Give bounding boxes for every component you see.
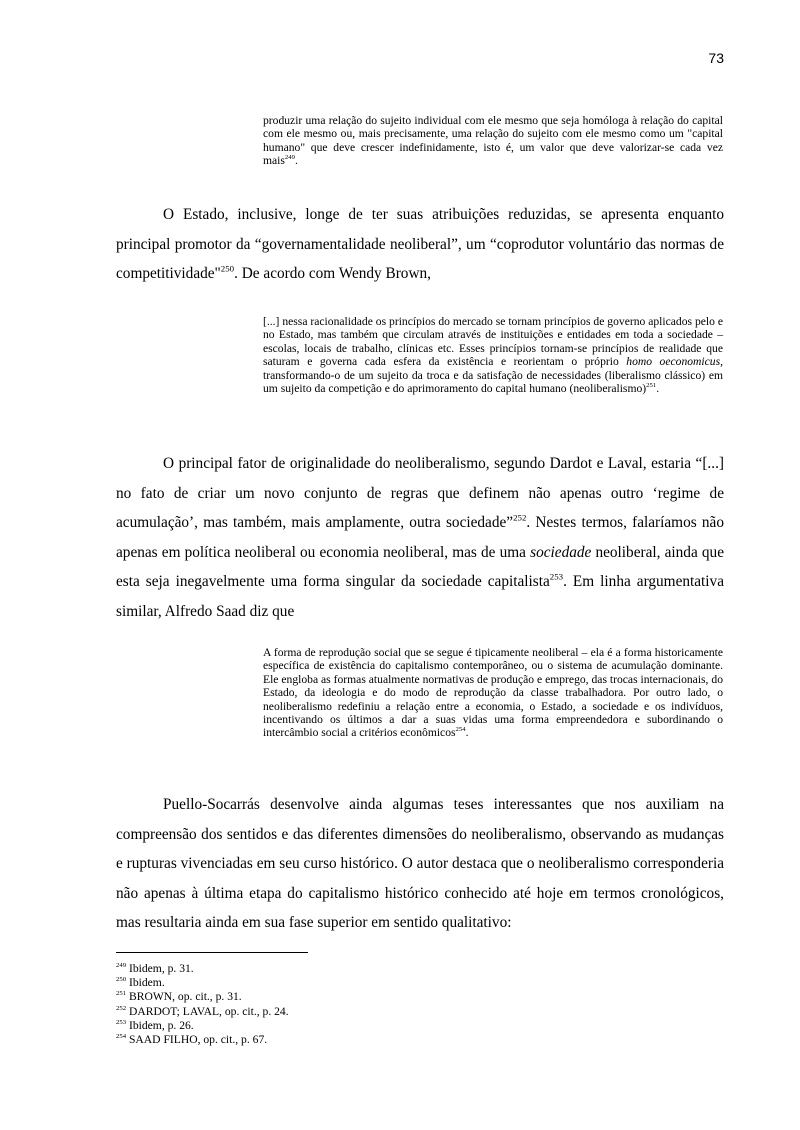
footnote-number: 253 <box>116 1018 127 1026</box>
quote-2-text-a: [...] nessa racionalidade os princípios do mercado se tornam princípios de governo aplicados pelo e no Estado, mas também que circulam através de instituições e entidades em toda a sociedade – escolas, locais de trabalho, clínicas etc. Esses princípios tornam-se princípios de realidade que saturam e governa cada esfera da existência e reorientam o próprio <box>263 315 723 369</box>
paragraph-2-text-d: . Em linha argumentativa similar, Alfredo Saad diz que <box>116 573 724 620</box>
paragraph-1 <box>116 200 724 289</box>
quote-3-text: A forma de reprodução social que se segue é tipicamente neoliberal – ela é a forma historicamente específica de existência do capitalismo contemporâneo, ou o sistema de acumulação dominante. Ele engloba as formas atualmente normativas de produção e emprego, das trocas internacionais, do Estado, da ideologia e do modo de reprodução da classe trabalhadora. Por outro lado, o neoliberalismo redefiniu a relação entre a economia, o Estado, a sociedade e os indivíduos, incentivando os últimos a dar a suas vidas uma forma empreendedora e subordinando o intercâmbio social a critérios econômicos <box>263 646 723 740</box>
footnote-ref-250: 250 <box>220 263 235 274</box>
footnote-ref-252: 252 <box>513 512 527 523</box>
block-quote-1 <box>263 114 723 168</box>
footnote-separator <box>116 952 308 953</box>
paragraph-2 <box>116 449 724 627</box>
footnote-ref-249: 249 <box>284 154 295 162</box>
quote-2-text-b: , transformando-o de um sujeito da troca e da satisfação de necessidades (liberalismo clássico) em um sujeito da competição e do aprimoramento do capital humano (neoliberalismo) <box>263 355 723 396</box>
paragraph-1-end: . De acordo com Wendy Brown, <box>234 265 431 283</box>
paragraph-2-text-a: O principal fator de originalidade do neoliberalismo, segundo Dardot e Laval, estaria “[...] no fato de criar um novo conjunto de regras que definem não apenas outro ‘regime de acumulação’, mas também, mais amplamente, outra sociedade” <box>116 455 724 532</box>
footnote <box>116 1019 516 1033</box>
footnote-number: 249 <box>116 961 127 969</box>
block-quote-2 <box>263 315 723 395</box>
paragraph-3: Puello-Socarrás desenvolve ainda algumas teses interessantes que nos auxiliam na compreensão dos sentidos e das diferentes dimensões do neoliberalismo, observando as mudanças e rupturas vivenciadas em seu curso histórico. O autor destaca que o neoliberalismo corresponderia não apenas à última etapa do capitalismo histórico conhecido até hoje em termos cronológicos, mas resultaria ainda em sua fase superior em sentido qualitativo: <box>116 796 724 932</box>
footnote-ref-253: 253 <box>549 571 564 582</box>
footnote <box>116 962 516 976</box>
footnote-number: 252 <box>116 1004 127 1012</box>
footnote-number: 250 <box>116 976 127 984</box>
paragraph-2-text-b: . Nestes termos, falaríamos não apenas em política neoliberal ou economia neoliberal, mas de uma <box>116 514 724 561</box>
footnote <box>116 990 516 1004</box>
block-quote-3 <box>263 646 723 740</box>
footnote-ref-254: 254 <box>455 726 466 734</box>
paragraph-2-text-c: neoliberal, ainda que esta seja inegavelmente uma forma singular da sociedade capitalista <box>116 543 724 591</box>
quote-1-end: . <box>294 154 298 168</box>
footnote-number: 254 <box>116 1032 127 1040</box>
quote-2-italic: homo oeconomicus <box>626 355 721 369</box>
quote-3-end: . <box>465 726 469 740</box>
footnote-ref-251: 251 <box>646 382 657 389</box>
quote-2-end: . <box>656 382 660 396</box>
paragraph-2-italic: sociedade <box>530 543 592 561</box>
footnotes-list <box>116 962 516 1047</box>
paragraph-1-text: O Estado, inclusive, longe de ter suas atribuições reduzidas, se apresenta enquanto principal promotor da “governamentalidade neoliberal”, um “coprodutor voluntário das normas de competitividade" <box>116 206 724 283</box>
footnote-text: Ibidem, p. 31. <box>128 962 194 975</box>
footnote <box>116 976 516 990</box>
footnote-text: Ibidem. <box>128 976 165 990</box>
footnote <box>116 1033 516 1047</box>
page-number: 73 <box>708 50 724 66</box>
footnote <box>116 1005 516 1019</box>
footnote-text: SAAD FILHO, op. cit., p. 67. <box>128 1033 268 1047</box>
footnote-number: 251 <box>116 990 127 998</box>
quote-1-text: produzir uma relação do sujeito individual com ele mesmo que seja homóloga à relação do capital com ele mesmo ou, mais precisamente, uma relação do sujeito com ele mesmo como um "capital humano" que deve crescer indefinidamente, isto é, um valor que deve valorizar-se cada vez mais <box>263 114 723 168</box>
footnote-text: DARDOT; LAVAL, op. cit., p. 24. <box>128 1004 289 1018</box>
footnote-text: BROWN, op. cit., p. 31. <box>128 990 242 1004</box>
footnote-text: Ibidem, p. 26. <box>128 1018 194 1032</box>
